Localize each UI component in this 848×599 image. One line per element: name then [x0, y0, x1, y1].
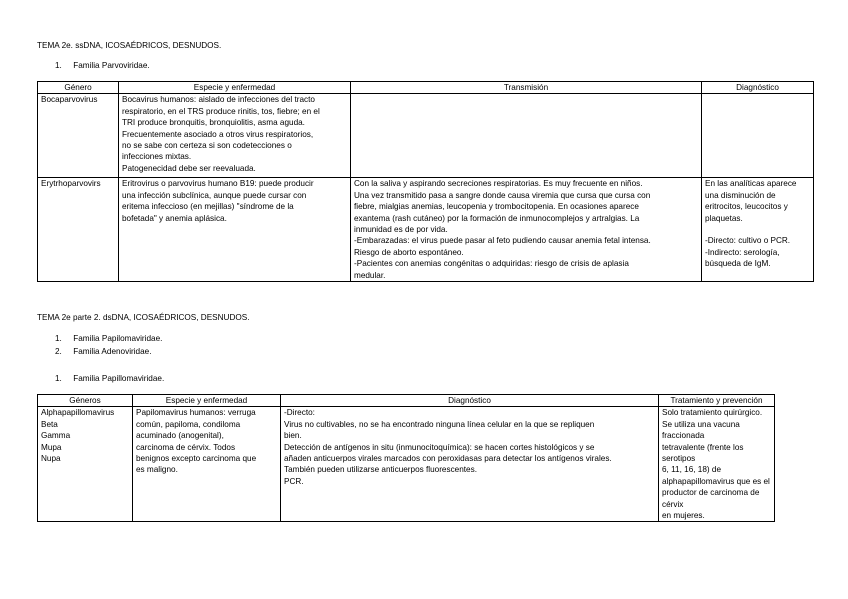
- cell-transmision: [351, 94, 702, 178]
- cell-generos: Alphapapillomavirus Beta Gamma Mupa Nupa: [38, 407, 133, 522]
- section2-list-item-2: [55, 347, 152, 356]
- section2-list-item-1: [55, 334, 162, 343]
- section2-title: TEMA 2e parte 2. dsDNA, ICOSAÉDRICOS, DESNUDOS.: [37, 313, 250, 322]
- cell-genero: Bocaparvovirus: [38, 94, 119, 178]
- list-text: Familia Adenoviridae.: [73, 347, 152, 356]
- table-row: [38, 178, 814, 282]
- cell-genero: Erytrhoparvovirs: [38, 178, 119, 282]
- header-genero: Género: [38, 82, 119, 94]
- header-especie: Especie y enfermedad: [119, 82, 351, 94]
- cell-especie: Bocavirus humanos: aislado de infecciones del tracto respiratorio, en el TRS produce rinitis, tos, fiebre; en el TRI produce bronquitis, bronquiolitis, asma aguda. Frecuentemente asociado a otros virus respiratorios, no se sabe con certeza si son codetecciones o infecciones mixtas. Patogenecidad debe ser reevaluada.: [119, 94, 351, 178]
- section2-sub-item: [55, 374, 164, 383]
- table-row: [38, 407, 775, 522]
- section1-title: TEMA 2e. ssDNA, ICOSAÉDRICOS, DESNUDOS.: [37, 41, 222, 50]
- list-text: Familia Papillomaviridae.: [73, 374, 165, 383]
- cell-especie: Papilomavirus humanos: verruga común, papiloma, condiloma acuminado (anogenital), carcinoma de cérvix. Todos benignos excepto carcinoma que es maligno.: [133, 407, 281, 522]
- parvoviridae-table: [37, 81, 814, 282]
- section1-list-item: [55, 61, 150, 70]
- table-header-row: [38, 395, 775, 407]
- list-number: 1.: [55, 374, 62, 383]
- cell-diagnostico: -Directo: Virus no cultivables, no se ha encontrado ninguna línea celular en la que se repliquen bien. Detección de antígenos in situ (inmunocitoquímica): se hacen cortes histológicos y se añaden anticuerpos virales marcados con peroxidasas para detectar los antígenos virales. También pueden utilizarse anticuerpos fluorescentes. PCR.: [281, 407, 659, 522]
- cell-transmision: Con la saliva y aspirando secreciones respiratorias. Es muy frecuente en niños. Una vez transmitido pasa a sangre donde causa viremia que cursa que cursa con fiebre, mialgias anemias, leucopenia y trombocitopenia. En ocasiones aparece exantema (rash cutáneo) por la formación de inmunocomplejos y artralgias. La inmunidad es de por vida. -Embarazadas: el virus puede pasar al feto pudiendo causar anemia fetal intensa. Riesgo de aborto espontáneo. -Pacientes con anemias congénitas o adquiridas: riesgo de crisis de aplasia medular.: [351, 178, 702, 282]
- cell-diagnostico: [702, 94, 814, 178]
- list-number: 1.: [55, 61, 62, 70]
- header-generos: Géneros: [38, 395, 133, 407]
- table-row: [38, 94, 814, 178]
- header-diagnostico: Diagnóstico: [281, 395, 659, 407]
- list-number: 1.: [55, 334, 62, 343]
- table-header-row: [38, 82, 814, 94]
- cell-tratamiento: Solo tratamiento quirúrgico. Se utiliza una vacuna fraccionada tetravalente (frente los serotipos 6, 11, 16, 18) de alphapapillomavirus que es el productor de carcinoma de cérvix en mujeres.: [659, 407, 775, 522]
- header-especie: Especie y enfermedad: [133, 395, 281, 407]
- list-text: Familia Parvoviridae.: [73, 61, 150, 70]
- list-text: Familia Papilomaviridae.: [73, 334, 163, 343]
- papillomaviridae-table: [37, 394, 775, 522]
- cell-diagnostico: En las analíticas aparece una disminución de eritrocitos, leucocitos y plaquetas. -Directo: cultivo o PCR. -Indirecto: serología, búsqueda de IgM.: [702, 178, 814, 282]
- list-number: 2.: [55, 347, 62, 356]
- header-diagnostico: Diagnóstico: [702, 82, 814, 94]
- cell-especie: Eritrovirus o parvovirus humano B19: puede producir una infección subclínica, aunque puede cursar con eritema infeccioso (en mejillas) "síndrome de la bofetada" y anemia aplásica.: [119, 178, 351, 282]
- header-tratamiento: Tratamiento y prevención: [659, 395, 775, 407]
- header-transmision: Transmisión: [351, 82, 702, 94]
